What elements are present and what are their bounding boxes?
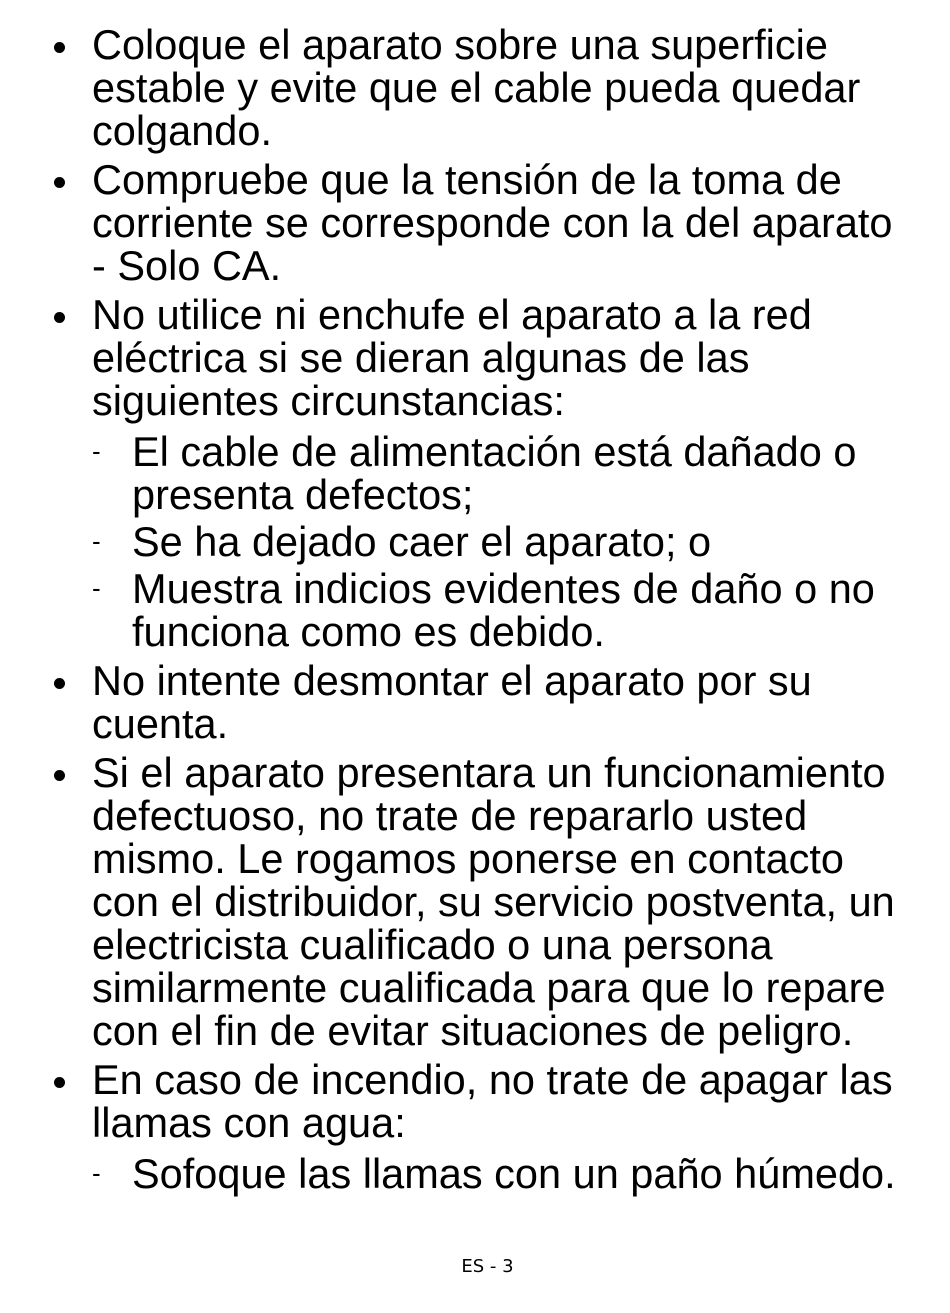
bullet-text: No intente desmontar el aparato por su cuenta. [92,657,812,747]
bullet-item [50,659,910,745]
bullet-dot-icon [54,312,65,323]
bullet-dot-icon [54,42,65,53]
dash-marker: - [92,1158,101,1188]
bullet-item [50,23,910,152]
sub-item [92,520,910,563]
bullet-text: No utilice ni enchufe el aparato a la red eléctrica si se dieran algunas de las siguientes circunstancias: [92,291,812,424]
safety-instructions-list [50,23,910,1201]
bullet-dot-icon [54,678,65,689]
bullet-dot-icon [54,177,65,188]
bullet-dot-icon [54,1077,65,1088]
bullet-text: En caso de incendio, no trate de apagar las llamas con agua: [92,1056,893,1146]
bullet-item [50,293,910,653]
sub-item [92,1152,910,1195]
bullet-item [50,751,910,1052]
bullet-item [50,158,910,287]
sub-item-text: Se ha dejado caer el aparato; o [132,518,712,565]
bullet-text: Compruebe que la tensión de la toma de corriente se corresponde con la del aparato - Solo CA. [92,156,893,289]
bullet-dot-icon [54,770,65,781]
sub-item [92,430,910,516]
bullet-item [50,1058,910,1195]
dash-marker: - [92,526,101,556]
bullet-text: Si el aparato presentara un funcionamiento defectuoso, no trate de repararlo usted mismo. Le rogamos ponerse en contacto con el distribuidor, su servicio postventa, un electricista cualificado o una persona similarmente cualificada para que lo repare con el fin de evitar situaciones de peligro. [92,749,895,1054]
dash-marker: - [92,436,101,466]
sub-item-text: Sofoque las llamas con un paño húmedo. [132,1150,896,1197]
dash-marker: - [92,573,101,603]
sub-item-text: El cable de alimentación está dañado o presenta defectos; [132,428,857,518]
sub-item-text: Muestra indicios evidentes de daño o no funciona como es debido. [132,565,875,655]
sub-list [92,430,910,653]
bullet-text: Coloque el aparato sobre una superficie estable y evite que el cable pueda quedar colgando. [92,21,861,154]
sub-item [92,567,910,653]
sub-list [92,1152,910,1195]
page-number: ES - 3 [461,1256,514,1277]
